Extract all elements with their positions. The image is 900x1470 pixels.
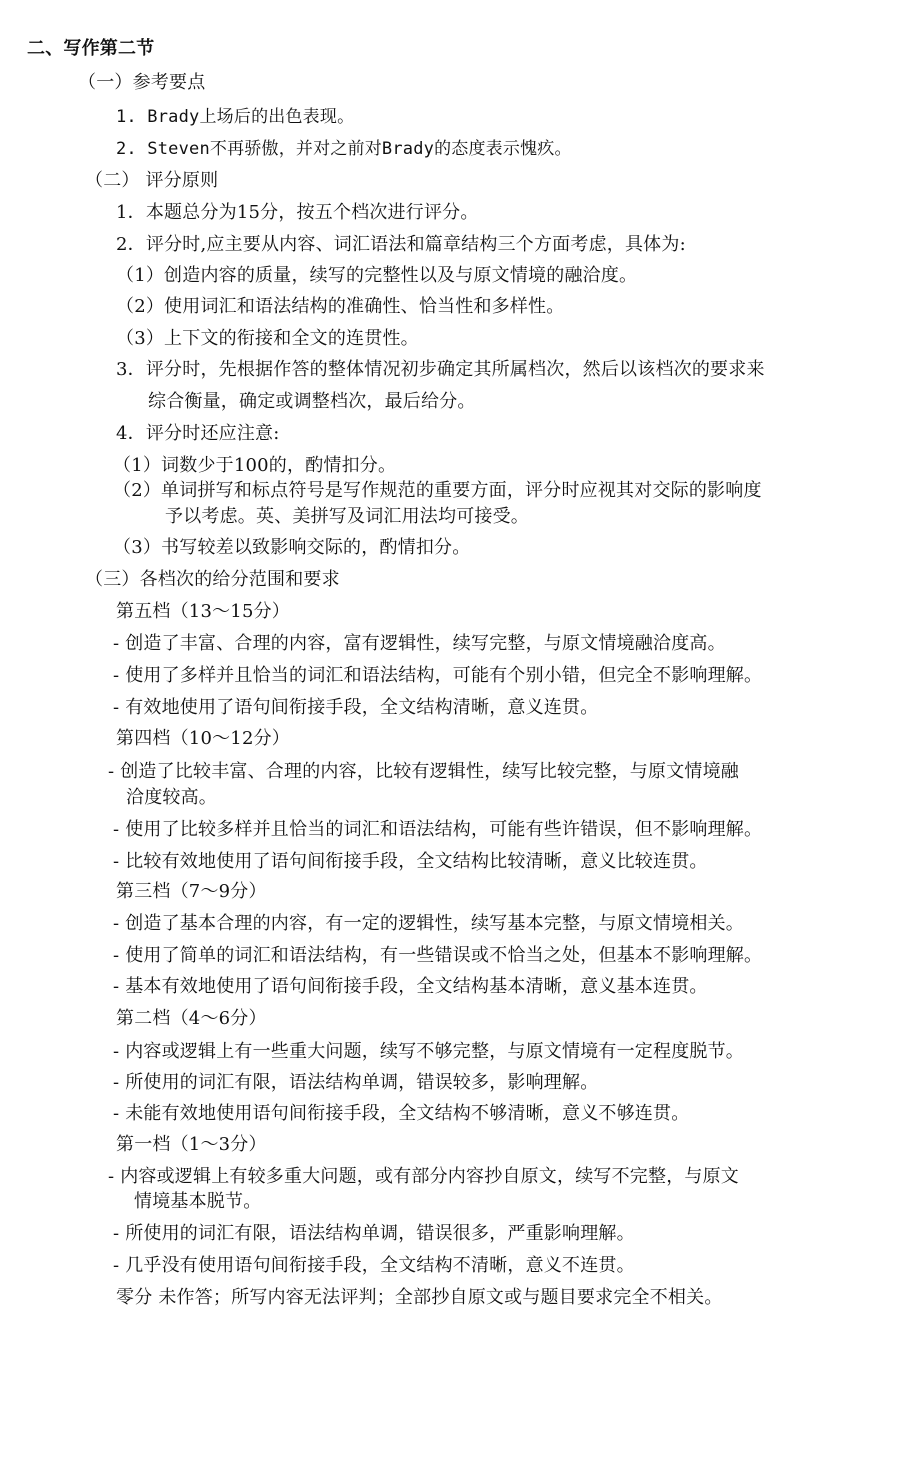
- principle-sub-2: （2）使用词汇和语法结构的准确性、恰当性和多样性。: [116, 296, 565, 317]
- grades-heading: （三）各档次的给分范围和要求: [85, 569, 340, 590]
- grade-3-line-3: - 基本有效地使用了语句间衔接手段，全文结构基本清晰，意义基本连贯。: [113, 976, 708, 997]
- grade-5-line-1: - 创造了丰富、合理的内容，富有逻辑性，续写完整，与原文情境融洽度高。: [113, 633, 726, 654]
- principle-item-3-line-1: 3．评分时，先根据作答的整体情况初步确定其所属档次，然后以该档次的要求来: [116, 359, 765, 380]
- grade-2-line-2: - 所使用的词汇有限，语法结构单调，错误较多，影响理解。: [113, 1072, 599, 1093]
- principles-heading: （二） 评分原则: [85, 170, 219, 191]
- point-item-2: 2. Steven不再骄傲，并对之前对Brady的态度表示愧疚。: [116, 139, 572, 159]
- grade-1-line-1a: - 内容或逻辑上有较多重大问题，或有部分内容抄自原文，续写不完整，与原文: [108, 1166, 739, 1187]
- grade-3-line-1: - 创造了基本合理的内容，有一定的逻辑性，续写基本完整，与原文情境相关。: [113, 913, 744, 934]
- principle-item-4-sub-3: （3）书写较差以致影响交际的，酌情扣分。: [113, 537, 471, 558]
- principle-item-4-sub-2-line-2: 予以考虑。英、美拼写及词汇用法均可接受。: [165, 506, 529, 527]
- grade-4-line-1a: - 创造了比较丰富、合理的内容，比较有逻辑性，续写比较完整，与原文情境融: [108, 761, 739, 782]
- grade-1-line-3: - 几乎没有使用语句间衔接手段，全文结构不清晰，意义不连贯。: [113, 1255, 635, 1276]
- grade-5-title: 第五档（13～15分）: [116, 601, 291, 622]
- principle-item-3-line-2: 综合衡量，确定或调整档次，最后给分。: [148, 391, 476, 412]
- point-item-1: 1. Brady上场后的出色表现。: [116, 107, 355, 127]
- principle-item-4: 4．评分时还应注意:: [116, 423, 280, 444]
- grade-4-line-1b: 洽度较高。: [126, 787, 217, 808]
- grade-1-line-1b: 情境基本脱节。: [134, 1191, 262, 1212]
- principle-sub-1: （1）创造内容的质量，续写的完整性以及与原文情境的融洽度。: [116, 265, 638, 286]
- grade-4-line-2: - 使用了比较多样并且恰当的词汇和语法结构，可能有些许错误，但不影响理解。: [113, 819, 763, 840]
- section-title: 二、写作第二节: [27, 38, 155, 59]
- principle-sub-3: （3）上下文的衔接和全文的连贯性。: [116, 328, 419, 349]
- grade-4-title: 第四档（10～12分）: [116, 728, 291, 749]
- principle-item-1: 1．本题总分为15分，按五个档次进行评分。: [116, 202, 479, 223]
- grade-5-line-3: - 有效地使用了语句间衔接手段，全文结构清晰，意义连贯。: [113, 697, 599, 718]
- principle-item-4-sub-1: （1）词数少于100的，酌情扣分。: [113, 455, 397, 476]
- grade-3-title: 第三档（7～9分）: [116, 881, 267, 902]
- grade-2-title: 第二档（4～6分）: [116, 1008, 267, 1029]
- grade-3-line-2: - 使用了简单的词汇和语法结构，有一些错误或不恰当之处，但基本不影响理解。: [113, 945, 763, 966]
- grade-5-line-2: - 使用了多样并且恰当的词汇和语法结构，可能有个别小错，但完全不影响理解。: [113, 665, 763, 686]
- points-heading: （一）参考要点: [78, 72, 206, 93]
- grade-2-line-1: - 内容或逻辑上有一些重大问题，续写不够完整，与原文情境有一定程度脱节。: [113, 1041, 744, 1062]
- zero-score-line: 零分 未作答；所写内容无法评判；全部抄自原文或与题目要求完全不相关。: [116, 1287, 723, 1308]
- grade-4-line-3: - 比较有效地使用了语句间衔接手段，全文结构比较清晰，意义比较连贯。: [113, 851, 708, 872]
- grade-1-title: 第一档（1～3分）: [116, 1134, 267, 1155]
- grade-1-line-2: - 所使用的词汇有限，语法结构单调，错误很多，严重影响理解。: [113, 1223, 635, 1244]
- grade-2-line-3: - 未能有效地使用语句间衔接手段，全文结构不够清晰，意义不够连贯。: [113, 1103, 690, 1124]
- principle-item-4-sub-2-line-1: （2）单词拼写和标点符号是写作规范的重要方面，评分时应视其对交际的影响度: [113, 480, 762, 501]
- principle-item-2: 2．评分时,应主要从内容、词汇语法和篇章结构三个方面考虑，具体为:: [116, 234, 686, 255]
